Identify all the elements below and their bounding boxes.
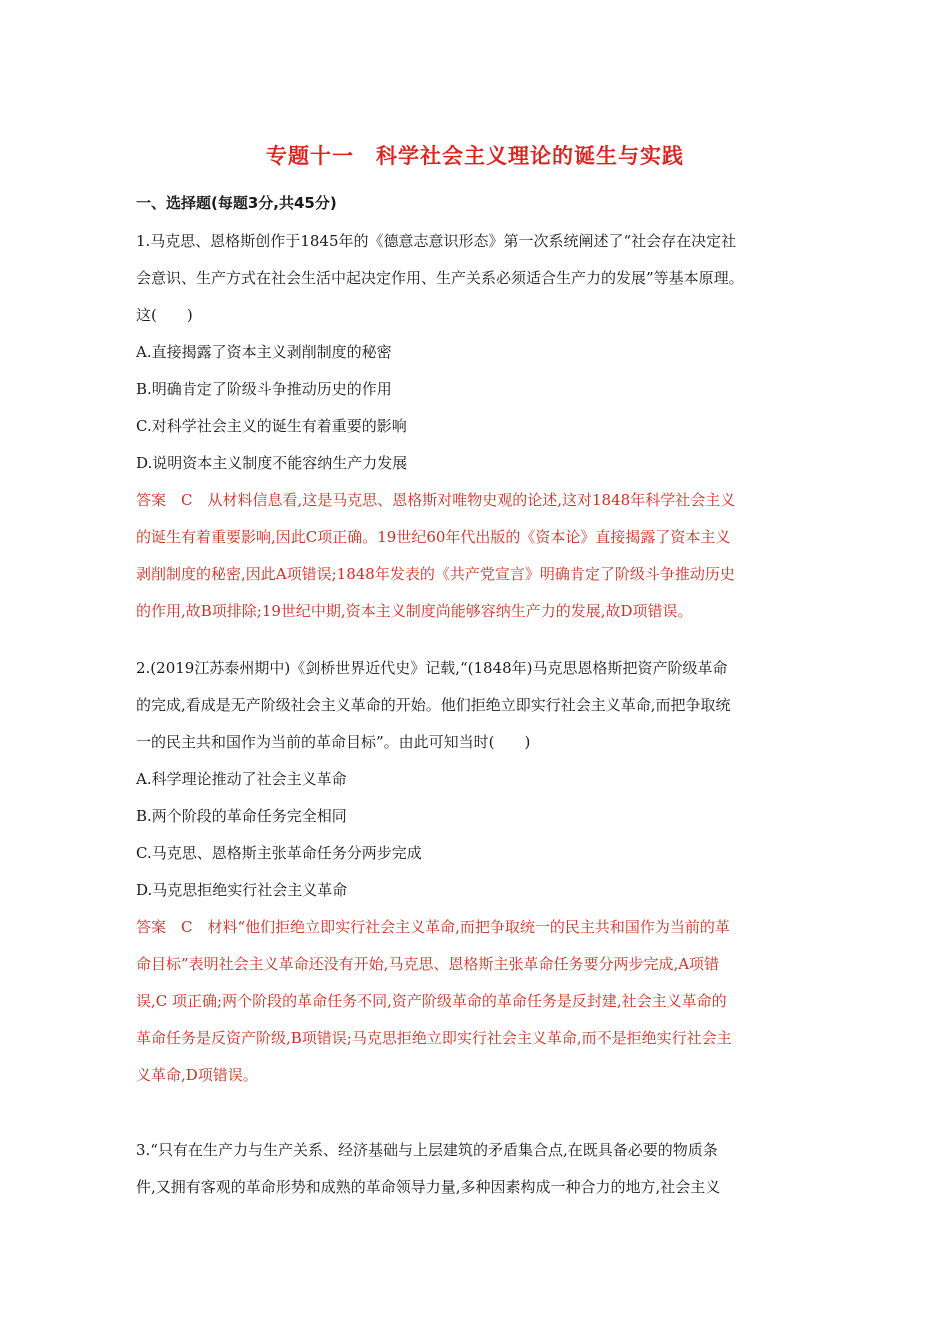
answer-line: 的诞生有着重要影响,因此C项正确。19世纪60年代出版的《资本论》直接揭露了资本主义 xyxy=(136,528,731,546)
question-2 xyxy=(136,650,816,1094)
option-d: D.说明资本主义制度不能容纳生产力发展 xyxy=(136,454,408,472)
question-line: 1.马克思、恩格斯创作于1845年的《德意志意识形态》第一次系统阐述了“社会存在决定社 xyxy=(136,232,737,250)
question-line: 会意识、生产方式在社会生活中起决定作用、生产关系必须适合生产力的发展”等基本原理。 xyxy=(136,269,744,287)
question-line: 2.(2019江苏泰州期中)《剑桥世界近代史》记载,“(1848年)马克思恩格斯把资产阶级革命 xyxy=(136,659,728,677)
option-a: A.直接揭露了资本主义剥削制度的秘密 xyxy=(136,343,392,361)
answer-line: 革命任务是反资产阶级,B项错误;马克思拒绝立即实行社会主义革命,而不是拒绝实行社会主 xyxy=(136,1029,732,1047)
answer-line: 命目标”表明社会主义革命还没有开始,马克思、恩格斯主张革命任务要分两步完成,A项错 xyxy=(136,955,720,973)
question-line: 这( ) xyxy=(136,306,193,324)
option-c: C.马克思、恩格斯主张革命任务分两步完成 xyxy=(136,844,422,862)
page-title: 专题十一 科学社会主义理论的诞生与实践 xyxy=(266,144,684,168)
answer-line: 剥削制度的秘密,因此A项错误;1848年发表的《共产党宣言》明确肯定了阶级斗争推动历史 xyxy=(136,565,735,583)
question-line: 件,又拥有客观的革命形势和成熟的革命领导力量,多种因素构成一种合力的地方,社会主义 xyxy=(136,1178,721,1196)
option-b: B.两个阶段的革命任务完全相同 xyxy=(136,807,347,825)
section-heading: 一、选择题(每题3分,共45分) xyxy=(136,194,337,212)
question-line: 一的民主共和国作为当前的革命目标”。由此可知当时( ) xyxy=(136,733,531,751)
answer-line: 的作用,故B项排除;19世纪中期,资本主义制度尚能够容纳生产力的发展,故D项错误。 xyxy=(136,602,693,620)
question-1 xyxy=(136,223,816,630)
question-3 xyxy=(136,1132,816,1206)
question-line: 的完成,看成是无产阶级社会主义革命的开始。他们拒绝立即实行社会主义革命,而把争取统 xyxy=(136,696,731,714)
option-b: B.明确肯定了阶级斗争推动历史的作用 xyxy=(136,380,392,398)
answer-line: 答案 C 材料“他们拒绝立即实行社会主义革命,而把争取统一的民主共和国作为当前的革 xyxy=(136,918,730,936)
option-d: D.马克思拒绝实行社会主义革命 xyxy=(136,881,348,899)
answer-line: 误,C 项正确;两个阶段的革命任务不同,资产阶级革命的革命任务是反封建,社会主义革命的 xyxy=(136,992,727,1010)
answer-line: 答案 C 从材料信息看,这是马克思、恩格斯对唯物史观的论述,这对1848年科学社会主义 xyxy=(136,491,736,509)
option-a: A.科学理论推动了社会主义革命 xyxy=(136,770,347,788)
option-c: C.对科学社会主义的诞生有着重要的影响 xyxy=(136,417,407,435)
answer-line: 义革命,D项错误。 xyxy=(136,1066,258,1084)
question-line: 3.“只有在生产力与生产关系、经济基础与上层建筑的矛盾集合点,在既具备必要的物质条 xyxy=(136,1141,718,1159)
